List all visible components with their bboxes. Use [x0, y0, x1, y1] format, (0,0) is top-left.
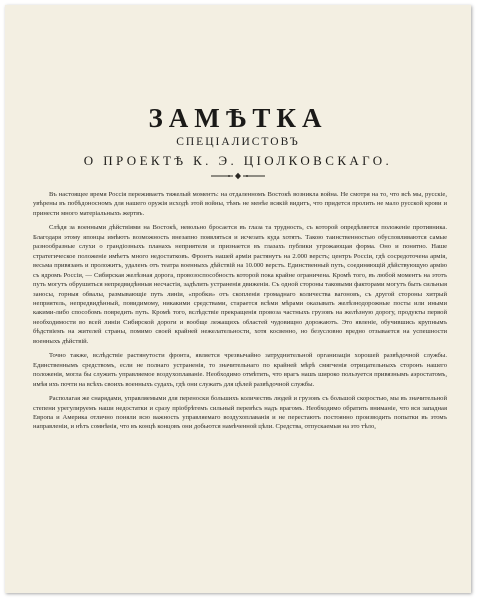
paragraph: Слѣдя за военными дѣйствіями на Востокѣ, невольно бросается въ глаза та трудность, съ которой опредѣляется положеніе противника. Благодаря этому японцы имѣютъ возможность внезапно появляться и исчезать куда хотятъ. Такою таинственностью обусловливаются самые разнообразные слухи о грандіозныхъ планахъ неприятеля и признается въ глазахъ публики угрожающая форма. Оно и понятно. Наше стратегическое положеніе имѣетъ много недостатковъ. Фронтъ нашей арміи растянутъ на 2.000 верстъ; центръ Россіи, гдѣ сосредоточена армія, весьма привязанъ и проложитъ, удаленъ отъ театра военныхъ дѣйствій на 10.000 верстъ. Единственный путь, соединяющій дѣйствующую армію съ ядромъ Россіи, — Сибирская желѣзная дорога, провозоспособность которой пока крайне ограничена. Кромѣ того, въ любой моментъ на этотъ путь могутъ обрушиться непредвидѣнныя несчастія, задѣлить устраненія движенія. Съ одной стороны таковыми факторами могутъ быть сильныя заносы, горныя обвалы, размывающіе путь линіи, «пробки» отъ скопленія громаднаго количества вагоновъ, съ другой стороны хитрый неприятель, непредвидѣнный, повидимому, никакими средствами, старается всѣми мѣрами оказывать желѣзнодорожные посты или иными какими-либо способомъ повредить путь. Кромѣ того, вслѣдствіе прекращенія провоза частныхъ грузовъ на желѣзную дорогу, продукты первой необходимости во всей линіи Сибирской дороги и вообще лежащихъ областей чудовищно дорожаютъ. Это явленіе, обучившись крупнымъ бѣдствіемъ на жителей страны, помимо своей крайней нежелательности, хотя косвенно, но безусловно вредно отзывается на успешности военныхъ дѣйствій.: [33, 224, 447, 345]
paragraph: Располагая же снарядами, управляемыми для переноски большихъ количествъ людей и грузовъ съ большой скоростью, мы въ значительной степени урегулируемъ наши недостатки и сразу пріобрѣтемъ сильный перевѣсъ надъ врагомъ. Необходимо обратить вниманіе, что вся западная Европа и Америка отлично поняли всю важность управляемаго воздухоплаванія и не перестаютъ постоянно производить попытки въ этомъ направленіи, и нѣтъ сомнѣнія, что въ концѣ концовъ они добьются намѣченной цѣли. Средства, отпускаемыя на это тѣло,: [33, 395, 447, 431]
paragraph: Точно также, вслѣдствіе растянутости фронта, является чрезвычайно затруднительной организація хорошей развѣдочной службы. Единственнымъ средствомъ, если не полнаго устраненія, то значительнаго по крайней мѣрѣ смягченія отрицательныхъ сторонъ нашего положенія, могла бы служить управляемое воздухоплаваніе. Необходимо отмѣтить, что врагъ нашъ широко пользуется привязнымъ аэростатомъ, имѣя ихъ почти на всѣхъ своихъ военныхъ судахъ, гдѣ они служатъ для цѣлей развѣдочной службы.: [33, 352, 447, 388]
project-heading: О ПРОЕКТѢ К. Э. ЦІОЛКОВСКАГО.: [83, 153, 393, 168]
document-page: [5, 5, 471, 593]
document-title: ЗАМѢТКА: [148, 103, 328, 133]
decorative-divider: [209, 172, 267, 180]
document-subtitle: СПЕЦІАЛИСТОВЪ: [176, 136, 300, 148]
paragraph: Въ настоящее время Россія переживаетъ тяжелый моментъ: на отдаленномъ Востокѣ возникла война. Не смотря на то, что всѣ мы, русскіе, увѣрены въ побѣдоносномъ для нашего оружія исходѣ этой войны, тѣмъ не менѣе всякій видитъ, что придется пролить не мало русской крови и принести много матеріальныхъ жертвъ.: [33, 191, 447, 217]
document-body: [33, 190, 447, 432]
